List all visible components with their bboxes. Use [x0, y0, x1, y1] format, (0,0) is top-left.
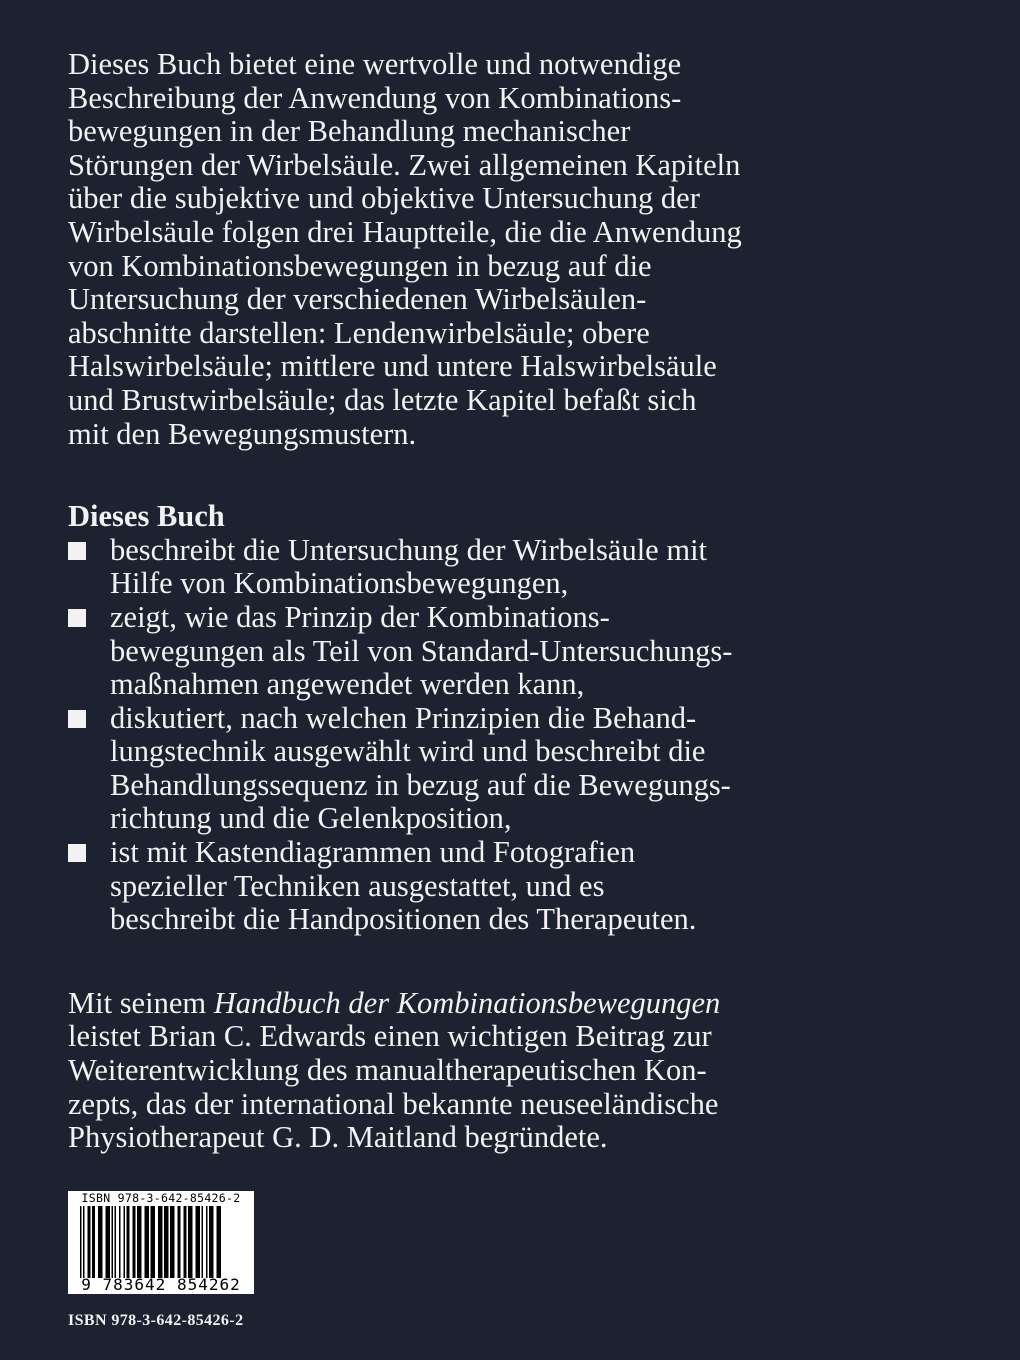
intro-line: von Kombinationsbewegungen in bezug auf die	[68, 248, 652, 283]
barcode-bar	[188, 1206, 193, 1278]
barcode-bar	[92, 1206, 95, 1278]
bullet-line: richtung und die Gelenkposition,	[110, 801, 512, 836]
bullet-line: lungstechnik ausgewählt wird und beschreibt die	[110, 734, 706, 769]
barcode-bar	[206, 1206, 208, 1278]
barcode-bar	[88, 1206, 91, 1278]
barcode-bar	[209, 1206, 214, 1278]
bullet-line: Hilfe von Kombinationsbewegungen,	[110, 566, 569, 601]
barcode-bar	[178, 1206, 181, 1278]
barcode-bar	[98, 1206, 103, 1278]
closing-line: zepts, das der international bekannte neuseeländische	[68, 1086, 719, 1121]
closing-prefix: Mit seinem	[68, 985, 214, 1020]
barcode-bar	[124, 1206, 126, 1278]
bullet-line: spezieller Techniken ausgestattet, und es	[110, 868, 605, 903]
list-item	[68, 534, 968, 601]
intro-line: Wirbelsäule folgen drei Hauptteile, die die Anwendung	[68, 214, 742, 249]
barcode-bar	[83, 1206, 85, 1278]
features-list	[68, 534, 968, 937]
barcode-isbn-label: ISBN 978-3-642-85426-2	[81, 1191, 241, 1205]
closing-line: Weiterentwicklung des manualtherapeutischen Kon-	[68, 1053, 707, 1088]
bullet-line: beschreibt die Handpositionen des Therapeuten.	[110, 902, 697, 937]
barcode-bar	[202, 1206, 204, 1278]
intro-line: Störungen der Wirbelsäule. Zwei allgemeinen Kapiteln	[68, 147, 741, 182]
intro-line: bewegungen in der Behandlung mechanischer	[68, 114, 631, 149]
list-item	[68, 702, 968, 836]
intro-line: über die subjektive und objektive Untersuchung der	[68, 181, 700, 216]
barcode-bar	[80, 1206, 82, 1278]
bullet-line: diskutiert, nach welchen Prinzipien die Behand-	[110, 700, 697, 735]
isbn-footer: ISBN 978-3-642-85426-2	[68, 1312, 244, 1329]
barcode-bar	[137, 1206, 142, 1278]
barcode-bar	[106, 1206, 111, 1278]
intro-line: mit den Bewegungsmustern.	[68, 416, 417, 451]
features-heading: Dieses Buch	[68, 499, 225, 534]
intro-line: Untersuchung der verschiedenen Wirbelsäulen-	[68, 282, 647, 317]
intro-line: abschnitte darstellen: Lendenwirbelsäule; obere	[68, 315, 650, 350]
list-item	[68, 836, 968, 937]
barcode-bars	[72, 1206, 250, 1278]
barcode-bar	[127, 1206, 130, 1278]
bullet-line: maßnahmen angewendet werden kann,	[110, 667, 585, 702]
bullet-line: ist mit Kastendiagrammen und Fotografien	[110, 835, 636, 870]
barcode-bar	[151, 1206, 156, 1278]
book-title: Handbuch der Kombinationsbewegungen	[213, 985, 721, 1020]
closing-line: Physiotherapeut G. D. Maitland begründete.	[68, 1120, 608, 1155]
intro-line: Dieses Buch bietet eine wertvolle und notwendige	[68, 47, 682, 81]
barcode-bar	[217, 1206, 222, 1278]
back-cover-text	[68, 48, 968, 1155]
barcode-bar	[170, 1206, 175, 1278]
bullet-line: beschreibt die Untersuchung der Wirbelsäule mit	[110, 532, 708, 567]
bullet-line: zeigt, wie das Prinzip der Kombinations-	[110, 599, 610, 634]
barcode-bar	[164, 1206, 169, 1278]
barcode-bar	[196, 1206, 201, 1278]
intro-line: Beschreibung der Anwendung von Kombinations-	[68, 80, 682, 115]
barcode-digits: 9 783642 854262	[81, 1275, 241, 1294]
intro-paragraph	[68, 48, 968, 451]
barcode	[68, 1191, 254, 1294]
list-item	[68, 601, 968, 702]
barcode-bar	[115, 1206, 117, 1278]
bullet-line: bewegungen als Teil von Standard-Untersuchungs-	[110, 633, 733, 668]
barcode-bar	[133, 1206, 136, 1278]
closing-line: leistet Brian C. Edwards einen wichtigen Beitrag zur	[68, 1019, 712, 1054]
closing-line	[68, 987, 968, 1021]
intro-line: Halswirbelsäule; mittlere und untere Halswirbelsäule	[68, 349, 717, 384]
barcode-bar	[158, 1206, 163, 1278]
barcode-bar	[184, 1206, 187, 1278]
barcode-bar	[119, 1206, 121, 1278]
intro-line: und Brustwirbelsäule; das letzte Kapitel befaßt sich	[68, 382, 697, 417]
bullet-line: Behandlungssequenz in bezug auf die Bewegungs-	[110, 767, 731, 802]
barcode-bar	[145, 1206, 150, 1278]
barcode-bar	[112, 1206, 114, 1278]
closing-paragraph	[68, 987, 968, 1155]
